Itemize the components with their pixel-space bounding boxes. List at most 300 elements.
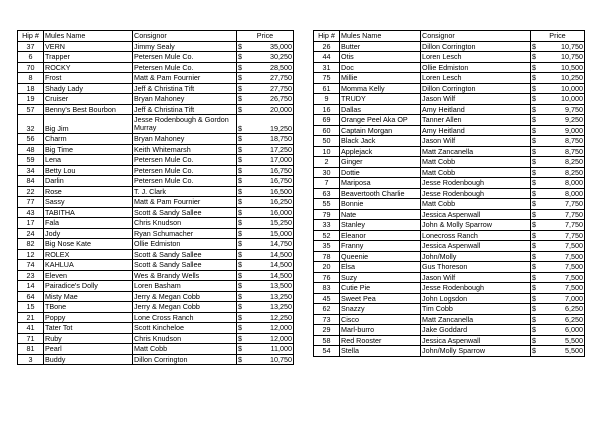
hip-number-cell: 79 (314, 209, 340, 220)
currency-symbol: $ (532, 283, 536, 293)
price-cell (531, 136, 585, 147)
currency-symbol: $ (532, 94, 536, 104)
price-cell (237, 291, 294, 302)
currency-symbol: $ (238, 186, 242, 196)
price-amount: 9,750 (565, 104, 583, 114)
price-amount: 5,500 (565, 335, 583, 345)
price-cell (237, 165, 294, 176)
price-cell (531, 52, 585, 63)
hip-number-cell: 71 (18, 333, 44, 344)
table-row (314, 136, 585, 147)
currency-symbol: $ (238, 333, 242, 343)
consignor-cell: Scott Kincheloe (133, 323, 237, 334)
table-row (18, 291, 294, 302)
hip-number-cell: 84 (18, 176, 44, 187)
hip-number-cell: 10 (314, 146, 340, 157)
mule-name-cell: Otis (340, 52, 421, 63)
consignor-cell: Scott & Sandy Sallee (133, 249, 237, 260)
table-row (18, 83, 294, 94)
hip-number-cell: 9 (314, 94, 340, 105)
table-row (18, 239, 294, 250)
currency-symbol: $ (238, 134, 242, 144)
hip-number-cell: 57 (18, 104, 44, 115)
hip-number-cell: 22 (18, 186, 44, 197)
currency-symbol: $ (238, 104, 242, 114)
hip-number-cell: 17 (18, 218, 44, 229)
price-amount: 12,250 (270, 312, 292, 322)
currency-symbol: $ (238, 323, 242, 333)
price-cell (237, 270, 294, 281)
consignor-cell: Matt & Pam Fournier (133, 197, 237, 208)
table-row (18, 333, 294, 344)
price-cell (531, 335, 585, 346)
price-cell (237, 333, 294, 344)
table-row (18, 323, 294, 334)
hip-number-cell: 52 (314, 230, 340, 241)
table-row (18, 228, 294, 239)
mule-name-cell: Queenie (340, 251, 421, 262)
price-cell (531, 251, 585, 262)
price-cell (237, 115, 294, 134)
hip-number-cell: 30 (314, 167, 340, 178)
hip-number-cell: 55 (314, 199, 340, 210)
price-amount: 8,750 (565, 146, 583, 156)
mule-name-cell: Dallas (340, 104, 421, 115)
consignor-cell: Loren Lesch (421, 73, 531, 84)
currency-symbol: $ (532, 41, 536, 51)
consignor-cell: Chris Knudson (133, 333, 237, 344)
mule-name-cell: Cutie Pie (340, 283, 421, 294)
table-row (314, 283, 585, 294)
hip-number-cell: 19 (18, 94, 44, 105)
hip-number-cell: 6 (18, 52, 44, 63)
table-row (314, 220, 585, 231)
hip-header: Hip # (18, 31, 44, 42)
consignor-cell: Ryan Schumacher (133, 228, 237, 239)
currency-symbol: $ (238, 83, 242, 93)
currency-symbol: $ (532, 304, 536, 314)
hip-number-cell: 83 (314, 283, 340, 294)
price-cell (531, 62, 585, 73)
consignor-cell: Jake Goddard (421, 325, 531, 336)
price-cell (237, 302, 294, 313)
mule-name-cell: Stanley (340, 220, 421, 231)
mule-name-cell: Eleanor (340, 230, 421, 241)
table-row (314, 251, 585, 262)
hip-number-cell: 41 (18, 323, 44, 334)
mule-name-cell: Snazzy (340, 304, 421, 315)
hip-number-cell: 21 (18, 312, 44, 323)
currency-symbol: $ (238, 52, 242, 62)
currency-symbol: $ (238, 249, 242, 259)
price-amount: 17,000 (270, 155, 292, 165)
table-row (314, 157, 585, 168)
consignor-cell: Matt & Pam Fournier (133, 73, 237, 84)
consignor-cell: Loren Basham (133, 281, 237, 292)
consignor-cell: Tanner Allen (421, 115, 531, 126)
hip-number-cell: 18 (18, 83, 44, 94)
mule-name-cell: Cruiser (44, 94, 133, 105)
consignor-cell: Dillon Corrington (133, 354, 237, 365)
table-row (314, 115, 585, 126)
price-cell (237, 94, 294, 105)
mule-name-cell: TBone (44, 302, 133, 313)
price-cell (237, 281, 294, 292)
price-cell (531, 146, 585, 157)
price-amount: 10,500 (561, 62, 583, 72)
currency-symbol: $ (238, 228, 242, 238)
hip-number-cell: 74 (18, 260, 44, 271)
consignor-cell: John/Molly Sparrow (421, 346, 531, 357)
table-row (314, 146, 585, 157)
price-amount: 19,250 (270, 124, 292, 134)
table-row (314, 262, 585, 273)
consignor-cell: Jesse Rodenbough & Gordon Murray (133, 115, 237, 134)
currency-symbol: $ (532, 272, 536, 282)
price-amount: 13,500 (270, 281, 292, 291)
currency-symbol: $ (238, 260, 242, 270)
currency-symbol: $ (532, 136, 536, 146)
price-cell (531, 325, 585, 336)
mule-name-cell: Lena (44, 155, 133, 166)
price-amount: 27,750 (270, 83, 292, 93)
table-row (18, 41, 294, 52)
consignor-cell: Lone Cross Ranch (133, 312, 237, 323)
table-row (18, 260, 294, 271)
consignor-cell: Wes & Brandy Wells (133, 270, 237, 281)
price-cell (531, 83, 585, 94)
price-amount: 6,250 (565, 304, 583, 314)
price-amount: 8,250 (565, 167, 583, 177)
hip-number-cell: 43 (18, 207, 44, 218)
price-cell (237, 176, 294, 187)
price-amount: 8,250 (565, 157, 583, 167)
table-row (314, 188, 585, 199)
currency-symbol: $ (532, 52, 536, 62)
currency-symbol: $ (532, 167, 536, 177)
mule-name-cell: Poppy (44, 312, 133, 323)
table-row (314, 83, 585, 94)
currency-symbol: $ (532, 62, 536, 72)
hip-number-cell: 73 (314, 314, 340, 325)
table-row (18, 144, 294, 155)
consignor-cell: Jerry & Megan Cobb (133, 302, 237, 313)
currency-symbol: $ (238, 239, 242, 249)
currency-symbol: $ (532, 314, 536, 324)
currency-symbol: $ (532, 178, 536, 188)
right-sale-table (313, 30, 585, 357)
price-cell (237, 354, 294, 365)
mule-name-cell: Orange Peel Aka OP (340, 115, 421, 126)
price-amount: 7,500 (565, 241, 583, 251)
mule-name-cell: Big Jim (44, 115, 133, 134)
table-row (18, 186, 294, 197)
price-cell (237, 218, 294, 229)
currency-symbol: $ (532, 220, 536, 230)
table-row (314, 241, 585, 252)
price-cell (531, 157, 585, 168)
currency-symbol: $ (532, 293, 536, 303)
price-amount: 10,000 (561, 94, 583, 104)
currency-symbol: $ (238, 155, 242, 165)
price-cell (531, 241, 585, 252)
table-row (18, 62, 294, 73)
currency-symbol: $ (532, 115, 536, 125)
price-amount: 5,500 (565, 346, 583, 356)
hip-number-cell: 14 (18, 281, 44, 292)
consignor-cell: Jessica Aspenwall (421, 209, 531, 220)
mule-name-cell: Franny (340, 241, 421, 252)
currency-symbol: $ (532, 83, 536, 93)
table-row (314, 62, 585, 73)
mule-name-cell: Shady Lady (44, 83, 133, 94)
price-amount: 13,250 (270, 291, 292, 301)
mule-name-cell: Applejack (340, 146, 421, 157)
price-amount: 8,000 (565, 188, 583, 198)
consignor-cell: Matt Cobb (133, 344, 237, 355)
table-row (18, 312, 294, 323)
hip-number-cell: 16 (314, 104, 340, 115)
consignor-cell: Scott & Sandy Sallee (133, 260, 237, 271)
table-row (18, 197, 294, 208)
hip-number-cell: 48 (18, 144, 44, 155)
price-amount: 14,500 (270, 260, 292, 270)
currency-symbol: $ (532, 104, 536, 114)
mule-name-cell: TABITHA (44, 207, 133, 218)
consignor-cell: John & Molly Sparrow (421, 220, 531, 231)
price-amount: 7,750 (565, 220, 583, 230)
consignor-cell: Bryan Mahoney (133, 134, 237, 145)
mule-name-cell: VERN (44, 41, 133, 52)
hip-number-cell: 54 (314, 346, 340, 357)
hip-number-cell: 64 (18, 291, 44, 302)
mule-name-cell: Fala (44, 218, 133, 229)
hip-number-cell: 29 (314, 325, 340, 336)
hip-number-cell: 15 (18, 302, 44, 313)
hip-number-cell: 26 (314, 41, 340, 52)
price-cell (237, 323, 294, 334)
consignor-cell: Amy Heitland (421, 125, 531, 136)
price-amount: 6,250 (565, 314, 583, 324)
table-row (314, 325, 585, 336)
currency-symbol: $ (238, 218, 242, 228)
consignor-header: Consignor (133, 31, 237, 42)
price-amount: 10,750 (561, 52, 583, 62)
mule-name-cell: KAHLUA (44, 260, 133, 271)
hip-number-cell: 33 (314, 220, 340, 231)
hip-number-cell: 24 (18, 228, 44, 239)
mule-name-cell: Ginger (340, 157, 421, 168)
currency-symbol: $ (238, 312, 242, 322)
consignor-cell: Jeff & Christina Tift (133, 83, 237, 94)
consignor-cell: Scott & Sandy Sallee (133, 207, 237, 218)
price-amount: 28,500 (270, 62, 292, 72)
consignor-cell: Jason Wilf (421, 94, 531, 105)
consignor-cell: Bryan Mahoney (133, 94, 237, 105)
consignor-cell: Jesse Rodenbough (421, 283, 531, 294)
table-row (18, 270, 294, 281)
hip-number-cell: 76 (314, 272, 340, 283)
price-cell (237, 197, 294, 208)
consignor-cell: Dillon Corrington (421, 41, 531, 52)
mule-name-cell: Big Time (44, 144, 133, 155)
table-row (314, 304, 585, 315)
currency-symbol: $ (532, 199, 536, 209)
price-cell (531, 188, 585, 199)
consignor-cell: Chris Knudson (133, 218, 237, 229)
hip-number-cell: 7 (314, 178, 340, 189)
consignor-cell: Ollie Edmiston (421, 62, 531, 73)
price-cell (531, 262, 585, 273)
currency-symbol: $ (238, 291, 242, 301)
price-amount: 7,500 (565, 262, 583, 272)
consignor-cell: Matt Zancanella (421, 146, 531, 157)
currency-symbol: $ (532, 262, 536, 272)
table-row (18, 134, 294, 145)
consignor-cell: John Logsdon (421, 293, 531, 304)
price-cell (237, 155, 294, 166)
mule-name-cell: Trapper (44, 52, 133, 63)
mule-name-cell: Bonnie (340, 199, 421, 210)
mule-name-cell: Darlin (44, 176, 133, 187)
price-amount: 15,000 (270, 228, 292, 238)
table-row (18, 115, 294, 134)
table-row (314, 199, 585, 210)
currency-symbol: $ (532, 209, 536, 219)
mule-name-cell: Pairadice's Dolly (44, 281, 133, 292)
hip-number-cell: 45 (314, 293, 340, 304)
table-row (314, 272, 585, 283)
price-cell (237, 344, 294, 355)
consignor-cell: Petersen Mule Co. (133, 62, 237, 73)
table-row (18, 302, 294, 313)
mule-name-cell: Dottie (340, 167, 421, 178)
price-amount: 17,250 (270, 144, 292, 154)
hip-number-cell: 59 (18, 155, 44, 166)
price-cell (237, 249, 294, 260)
price-cell (531, 293, 585, 304)
consignor-cell: Petersen Mule Co. (133, 52, 237, 63)
mule-name-cell: Ruby (44, 333, 133, 344)
price-cell (237, 312, 294, 323)
table-row (314, 125, 585, 136)
currency-symbol: $ (532, 241, 536, 251)
hip-number-cell: 78 (314, 251, 340, 262)
header-row (314, 31, 585, 42)
table-row (314, 230, 585, 241)
mule-name-cell: Cisco (340, 314, 421, 325)
left-sale-table (17, 30, 294, 365)
currency-symbol: $ (532, 335, 536, 345)
price-amount: 7,500 (565, 283, 583, 293)
mule-name-cell: Doc (340, 62, 421, 73)
price-cell (531, 230, 585, 241)
consignor-cell: Jimmy Sealy (133, 41, 237, 52)
currency-symbol: $ (532, 125, 536, 135)
price-cell (531, 220, 585, 231)
mule-name-cell: Sassy (44, 197, 133, 208)
hip-number-cell: 32 (18, 115, 44, 134)
consignor-cell: Matt Cobb (421, 199, 531, 210)
currency-symbol: $ (532, 251, 536, 261)
price-amount: 14,500 (270, 270, 292, 280)
mule-name-cell: Millie (340, 73, 421, 84)
hip-number-cell: 23 (18, 270, 44, 281)
hip-number-cell: 70 (18, 62, 44, 73)
consignor-cell: Jessica Aspenwall (421, 241, 531, 252)
consignor-cell: Keith Whitemarsh (133, 144, 237, 155)
table-row (314, 314, 585, 325)
price-amount: 6,000 (565, 325, 583, 335)
table-row (18, 155, 294, 166)
price-header: Price (531, 31, 585, 42)
hip-number-cell: 12 (18, 249, 44, 260)
mule-name-cell: Benny's Best Bourbon (44, 104, 133, 115)
price-cell (531, 283, 585, 294)
hip-number-cell: 20 (314, 262, 340, 273)
price-amount: 16,750 (270, 176, 292, 186)
table-row (314, 293, 585, 304)
table-row (18, 344, 294, 355)
consignor-cell: Gus Thoreson (421, 262, 531, 273)
mule-name-cell: Pearl (44, 344, 133, 355)
header-row (18, 31, 294, 42)
hip-number-cell: 31 (314, 62, 340, 73)
mule-name-cell: Red Rooster (340, 335, 421, 346)
hip-number-cell: 61 (314, 83, 340, 94)
hip-number-cell: 77 (18, 197, 44, 208)
price-amount: 7,500 (565, 272, 583, 282)
mule-name-cell: Beavertooth Charlie (340, 188, 421, 199)
price-amount: 8,750 (565, 136, 583, 146)
mule-name-cell: Nate (340, 209, 421, 220)
mule-name-cell: Suzy (340, 272, 421, 283)
price-amount: 14,750 (270, 239, 292, 249)
price-amount: 15,250 (270, 218, 292, 228)
price-cell (237, 144, 294, 155)
hip-number-cell: 50 (314, 136, 340, 147)
currency-symbol: $ (238, 94, 242, 104)
price-cell (531, 199, 585, 210)
currency-symbol: $ (238, 144, 242, 154)
hip-number-cell: 75 (314, 73, 340, 84)
currency-symbol: $ (238, 354, 242, 364)
table-row (314, 178, 585, 189)
price-amount: 26,750 (270, 94, 292, 104)
currency-symbol: $ (532, 146, 536, 156)
hip-number-cell: 3 (18, 354, 44, 365)
currency-symbol: $ (532, 325, 536, 335)
currency-symbol: $ (532, 188, 536, 198)
price-cell (531, 41, 585, 52)
consignor-cell: Petersen Mule Co. (133, 176, 237, 187)
currency-symbol: $ (238, 124, 242, 134)
hip-number-cell: 8 (18, 73, 44, 84)
currency-symbol: $ (238, 197, 242, 207)
price-amount: 11,000 (270, 344, 292, 354)
price-cell (237, 41, 294, 52)
consignor-cell: Dillon Corrington (421, 83, 531, 94)
currency-symbol: $ (532, 346, 536, 356)
table-row (18, 218, 294, 229)
currency-symbol: $ (532, 230, 536, 240)
consignor-cell: Amy Heitland (421, 104, 531, 115)
price-cell (531, 314, 585, 325)
mule-name-cell: ROCKY (44, 62, 133, 73)
consignor-cell: Matt Cobb (421, 167, 531, 178)
consignor-cell: Jason Wilf (421, 272, 531, 283)
mule-name-cell: Stella (340, 346, 421, 357)
